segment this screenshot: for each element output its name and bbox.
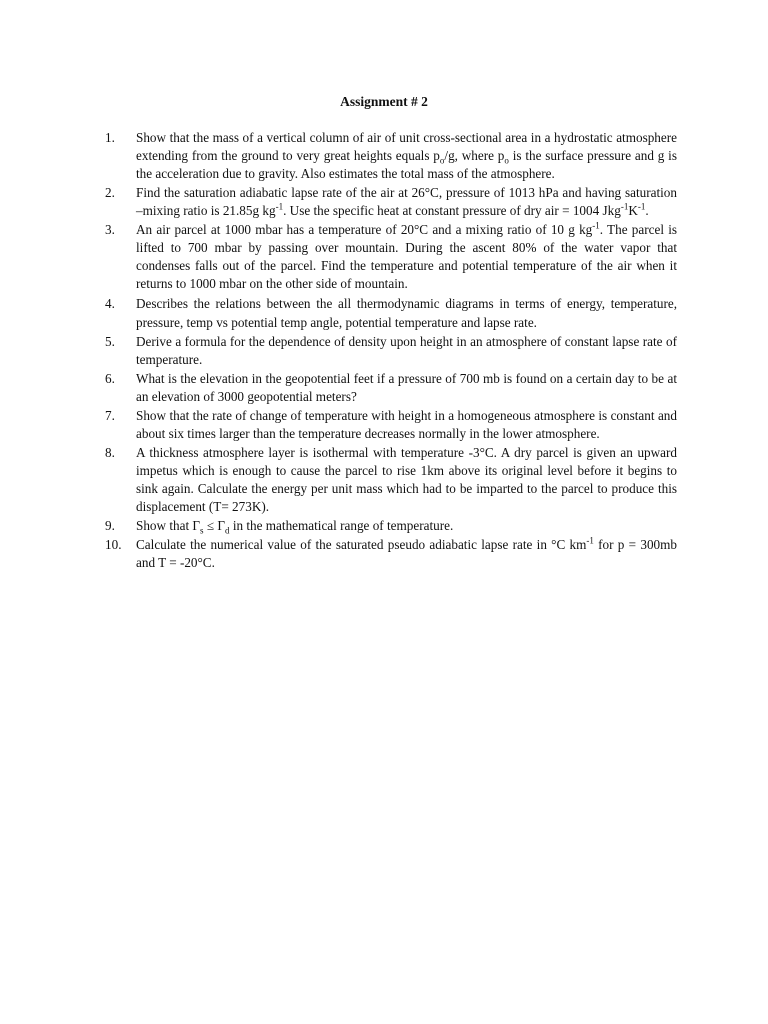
question-item [105,370,677,406]
question-text: A thickness atmosphere layer is isothermal with temperature -3°C. A dry parcel is given an upward impetus which is enough to cause the parcel to rise 1km above its original level before it begins to sink again. Calculate the energy per unit mass which had to be imparted to the parcel to produce this displacement (T= 273K). [136,445,677,514]
question-item [105,535,677,572]
question-text: What is the elevation in the geopotential feet if a pressure of 700 mb is found on a certain day to be at an elevation of 3000 geopotential meters? [136,371,677,404]
assignment-title: Assignment # 2 [340,94,428,109]
question-number: 8. [105,445,115,460]
question-text: Calculate the numerical value of the saturated pseudo adiabatic lapse rate in °C $km^{-1}$ for p = 300mb and T = -20°C. [136,535,677,570]
question-item [105,220,677,293]
question-item [105,517,677,536]
question-number: 10. [105,537,122,552]
question-text: Derive a formula for the dependence of density upon height in an atmosphere of constant lapse rate of temperature. [136,334,677,367]
question-item [105,184,677,220]
question-number: 4. [105,296,115,311]
question-text: Show that $\Gamma_s \le \Gamma_d$ in the mathematical range of temperature. [136,518,454,536]
question-number: 6. [105,371,115,386]
question-text: Describes the relations between the all thermodynamic diagrams in terms of energy, temperature, pressure, temp vs potential temp angle, potential temperature and lapse rate. [136,296,677,330]
question-number: 7. [105,408,115,423]
question-number: 1. [105,130,115,145]
question-text: An air parcel at 1000 mbar has a temperature of 20°C and a mixing ratio of 10 g $kg^{-1}$. The parcel is lifted to 700 mbar by passing over mountain. During the ascent 80% of the water vapor that condenses falls out of the parcel. Find the temperature and potential temperature of the air when it returns to 1000 mbar on the other side of mountain. [136,220,677,291]
question-item [105,294,677,332]
question-item [105,407,677,443]
question-number: 2. [105,185,115,200]
question-number: 3. [105,222,115,237]
question-item [105,444,677,516]
question-text: Find the saturation adiabatic lapse rate of the air at 26°C, pressure of 1013 hPa and having saturation –mixing ratio is 21.85g $kg^{-1}$. Use the specific heat at constant pressure of dry air = 1004 $Jkg^{-1}K^{-1}$. [136,185,677,218]
question-text: Show that the mass of a vertical column of air of unit cross-sectional area in a hydrostatic atmosphere extending from the ground to very great heights equals $p_o/g$, where $p_o$ is the surface pressure and g is the acceleration due to gravity. Also estimates the total mass of the atmosphere. [136,130,677,181]
question-text: Show that the rate of change of temperature with height in a homogeneous atmosphere is constant and about six times larger than the temperature decreases normally in the lower atmosphere. [136,408,677,441]
question-item [105,129,677,183]
question-item [105,333,677,369]
question-number: 5. [105,334,115,349]
question-list [105,129,677,573]
question-number: 9. [105,518,115,533]
